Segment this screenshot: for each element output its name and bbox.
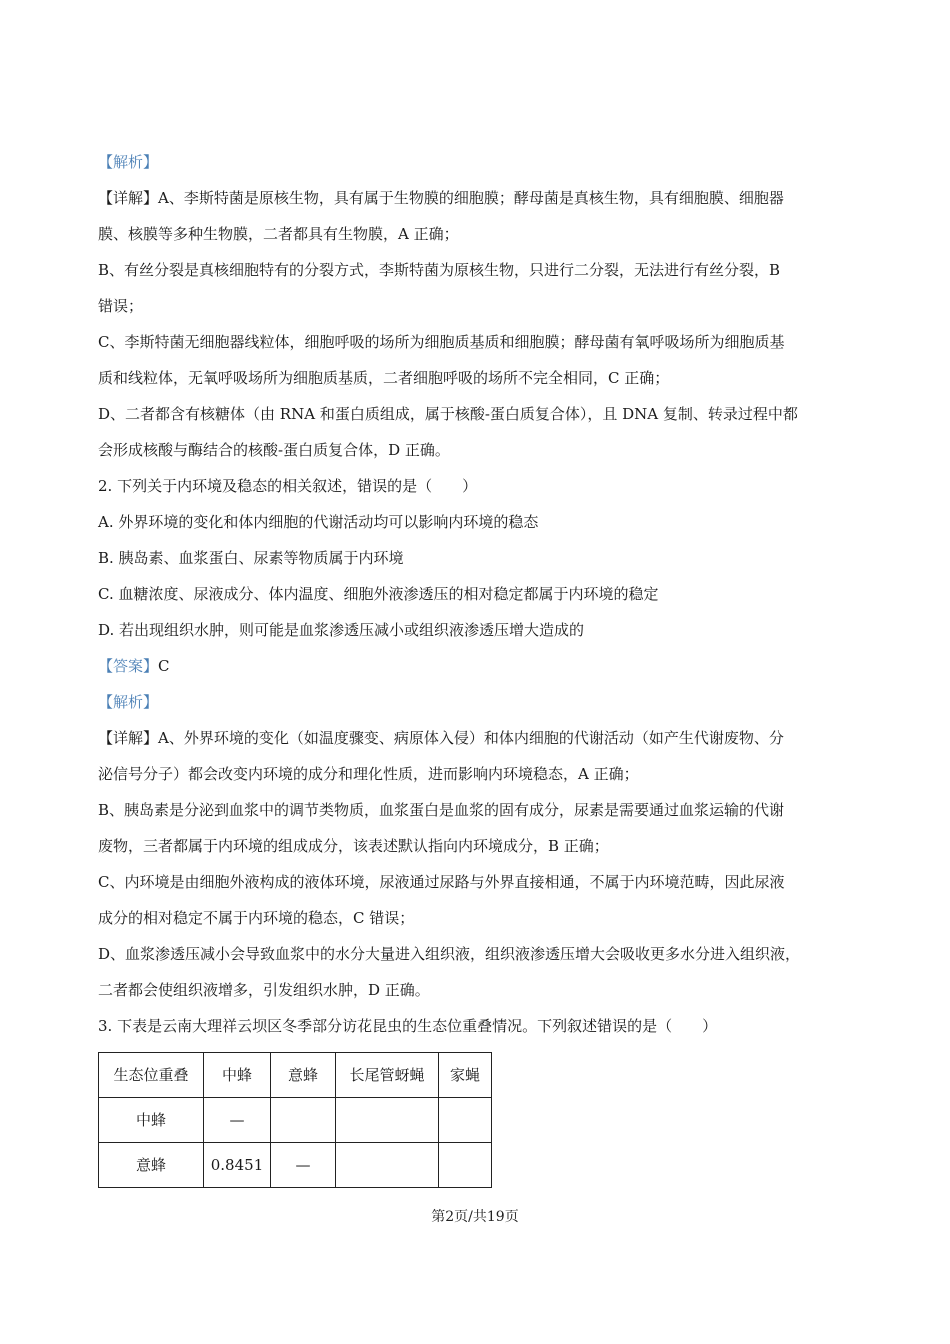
q2-text: B、胰岛素是分泌到血浆中的调节类物质，血浆蛋白是血浆的固有成分，尿素是需要通过血浆运输的代谢 bbox=[98, 801, 785, 819]
table-header-cell: 生态位重叠 bbox=[99, 1053, 204, 1098]
table-cell bbox=[271, 1098, 336, 1143]
q2-jiexi-tag: 【解析】 bbox=[98, 693, 159, 711]
table-cell: 0.8451 bbox=[204, 1143, 271, 1188]
table-header-cell: 中蜂 bbox=[204, 1053, 271, 1098]
table-header-cell: 意蜂 bbox=[271, 1053, 336, 1098]
niche-overlap-table bbox=[98, 1052, 492, 1188]
q2-text: 废物，三者都属于内环境的组成成分，该表述默认指向内环境成分，B 正确； bbox=[98, 837, 609, 855]
q2-option-b: B. 胰岛素、血浆蛋白、尿素等物质属于内环境 bbox=[98, 549, 404, 567]
q1-detail-tag: 【详解】 bbox=[98, 189, 159, 207]
q1-text: 质和线粒体，无氧呼吸场所为细胞质基质，二者细胞呼吸的场所不完全相同，C 正确； bbox=[98, 369, 670, 387]
q1-text: 膜、核膜等多种生物膜，二者都具有生物膜，A 正确； bbox=[98, 225, 459, 243]
table-cell: 意蜂 bbox=[99, 1143, 204, 1188]
q1-detail-line bbox=[98, 180, 848, 216]
q1-text: B、有丝分裂是真核细胞特有的分裂方式，李斯特菌为原核生物，只进行二分裂，无法进行有丝分裂，B bbox=[98, 261, 781, 279]
q2-option-a: A. 外界环境的变化和体内细胞的代谢活动均可以影响内环境的稳态 bbox=[98, 513, 539, 531]
table-cell bbox=[439, 1143, 492, 1188]
page-number: 第2页/共19页 bbox=[431, 1209, 519, 1225]
q3-stem: 3. 下表是云南大理祥云坝区冬季部分访花昆虫的生态位重叠情况。下列叙述错误的是（ ） bbox=[98, 1017, 718, 1035]
q2-text: 泌信号分子）都会改变内环境的成分和理化性质，进而影响内环境稳态，A 正确； bbox=[98, 765, 639, 783]
q2-text: 成分的相对稳定不属于内环境的稳态，C 错误； bbox=[98, 909, 415, 927]
table-row bbox=[99, 1098, 492, 1143]
q1-text: D、二者都含有核糖体（由 RNA 和蛋白质组成，属于核酸-蛋白质复合体），且 DNA 复制、转录过程中都 bbox=[98, 405, 798, 423]
table-header-cell: 长尾管蚜蝇 bbox=[336, 1053, 439, 1098]
table-cell bbox=[439, 1098, 492, 1143]
q2-detail-line bbox=[98, 720, 848, 756]
q2-option-c: C. 血糖浓度、尿液成分、体内温度、细胞外液渗透压的相对稳定都属于内环境的稳定 bbox=[98, 585, 659, 603]
q1-text: 错误； bbox=[98, 297, 144, 315]
q2-text: 二者都会使组织液增多，引发组织水肿，D 正确。 bbox=[98, 981, 430, 999]
table-cell: — bbox=[271, 1143, 336, 1188]
table-header-row bbox=[99, 1053, 492, 1098]
q2-answer-tag: 【答案】 bbox=[98, 657, 159, 675]
table-cell: — bbox=[204, 1098, 271, 1143]
table-row bbox=[99, 1143, 492, 1188]
q2-stem: 2. 下列关于内环境及稳态的相关叙述，错误的是（ ） bbox=[98, 477, 478, 495]
table-header-cell: 家蝇 bbox=[439, 1053, 492, 1098]
q2-text: C、内环境是由细胞外液构成的液体环境，尿液通过尿路与外界直接相通，不属于内环境范畴，因此尿液 bbox=[98, 873, 785, 891]
q2-answer-value: C bbox=[158, 657, 170, 675]
q1-jiexi-tag: 【解析】 bbox=[98, 153, 159, 171]
q1-text: 会形成核酸与酶结合的核酸-蛋白质复合体，D 正确。 bbox=[98, 441, 450, 459]
table-cell bbox=[336, 1143, 439, 1188]
q1-analysis-heading bbox=[98, 144, 848, 180]
document-body bbox=[98, 144, 848, 1188]
q2-text: A、外界环境的变化（如温度骤变、病原体入侵）和体内细胞的代谢活动（如产生代谢废物、分 bbox=[158, 729, 784, 747]
table-cell: 中蜂 bbox=[99, 1098, 204, 1143]
q2-answer bbox=[98, 648, 848, 684]
q2-text: D、血浆渗透压减小会导致血浆中的水分大量进入组织液，组织液渗透压增大会吸收更多水分进入组织液， bbox=[98, 945, 801, 963]
table-cell bbox=[336, 1098, 439, 1143]
q2-detail-tag: 【详解】 bbox=[98, 729, 159, 747]
q1-text: C、李斯特菌无细胞器线粒体，细胞呼吸的场所为细胞质基质和细胞膜；酵母菌有氧呼吸场所为细胞质基 bbox=[98, 333, 785, 351]
q1-text: A、李斯特菌是原核生物，具有属于生物膜的细胞膜；酵母菌是真核生物，具有细胞膜、细胞器 bbox=[158, 189, 784, 207]
q2-analysis-heading bbox=[98, 684, 848, 720]
q2-option-d: D. 若出现组织水肿，则可能是血浆渗透压减小或组织液渗透压增大造成的 bbox=[98, 621, 585, 639]
